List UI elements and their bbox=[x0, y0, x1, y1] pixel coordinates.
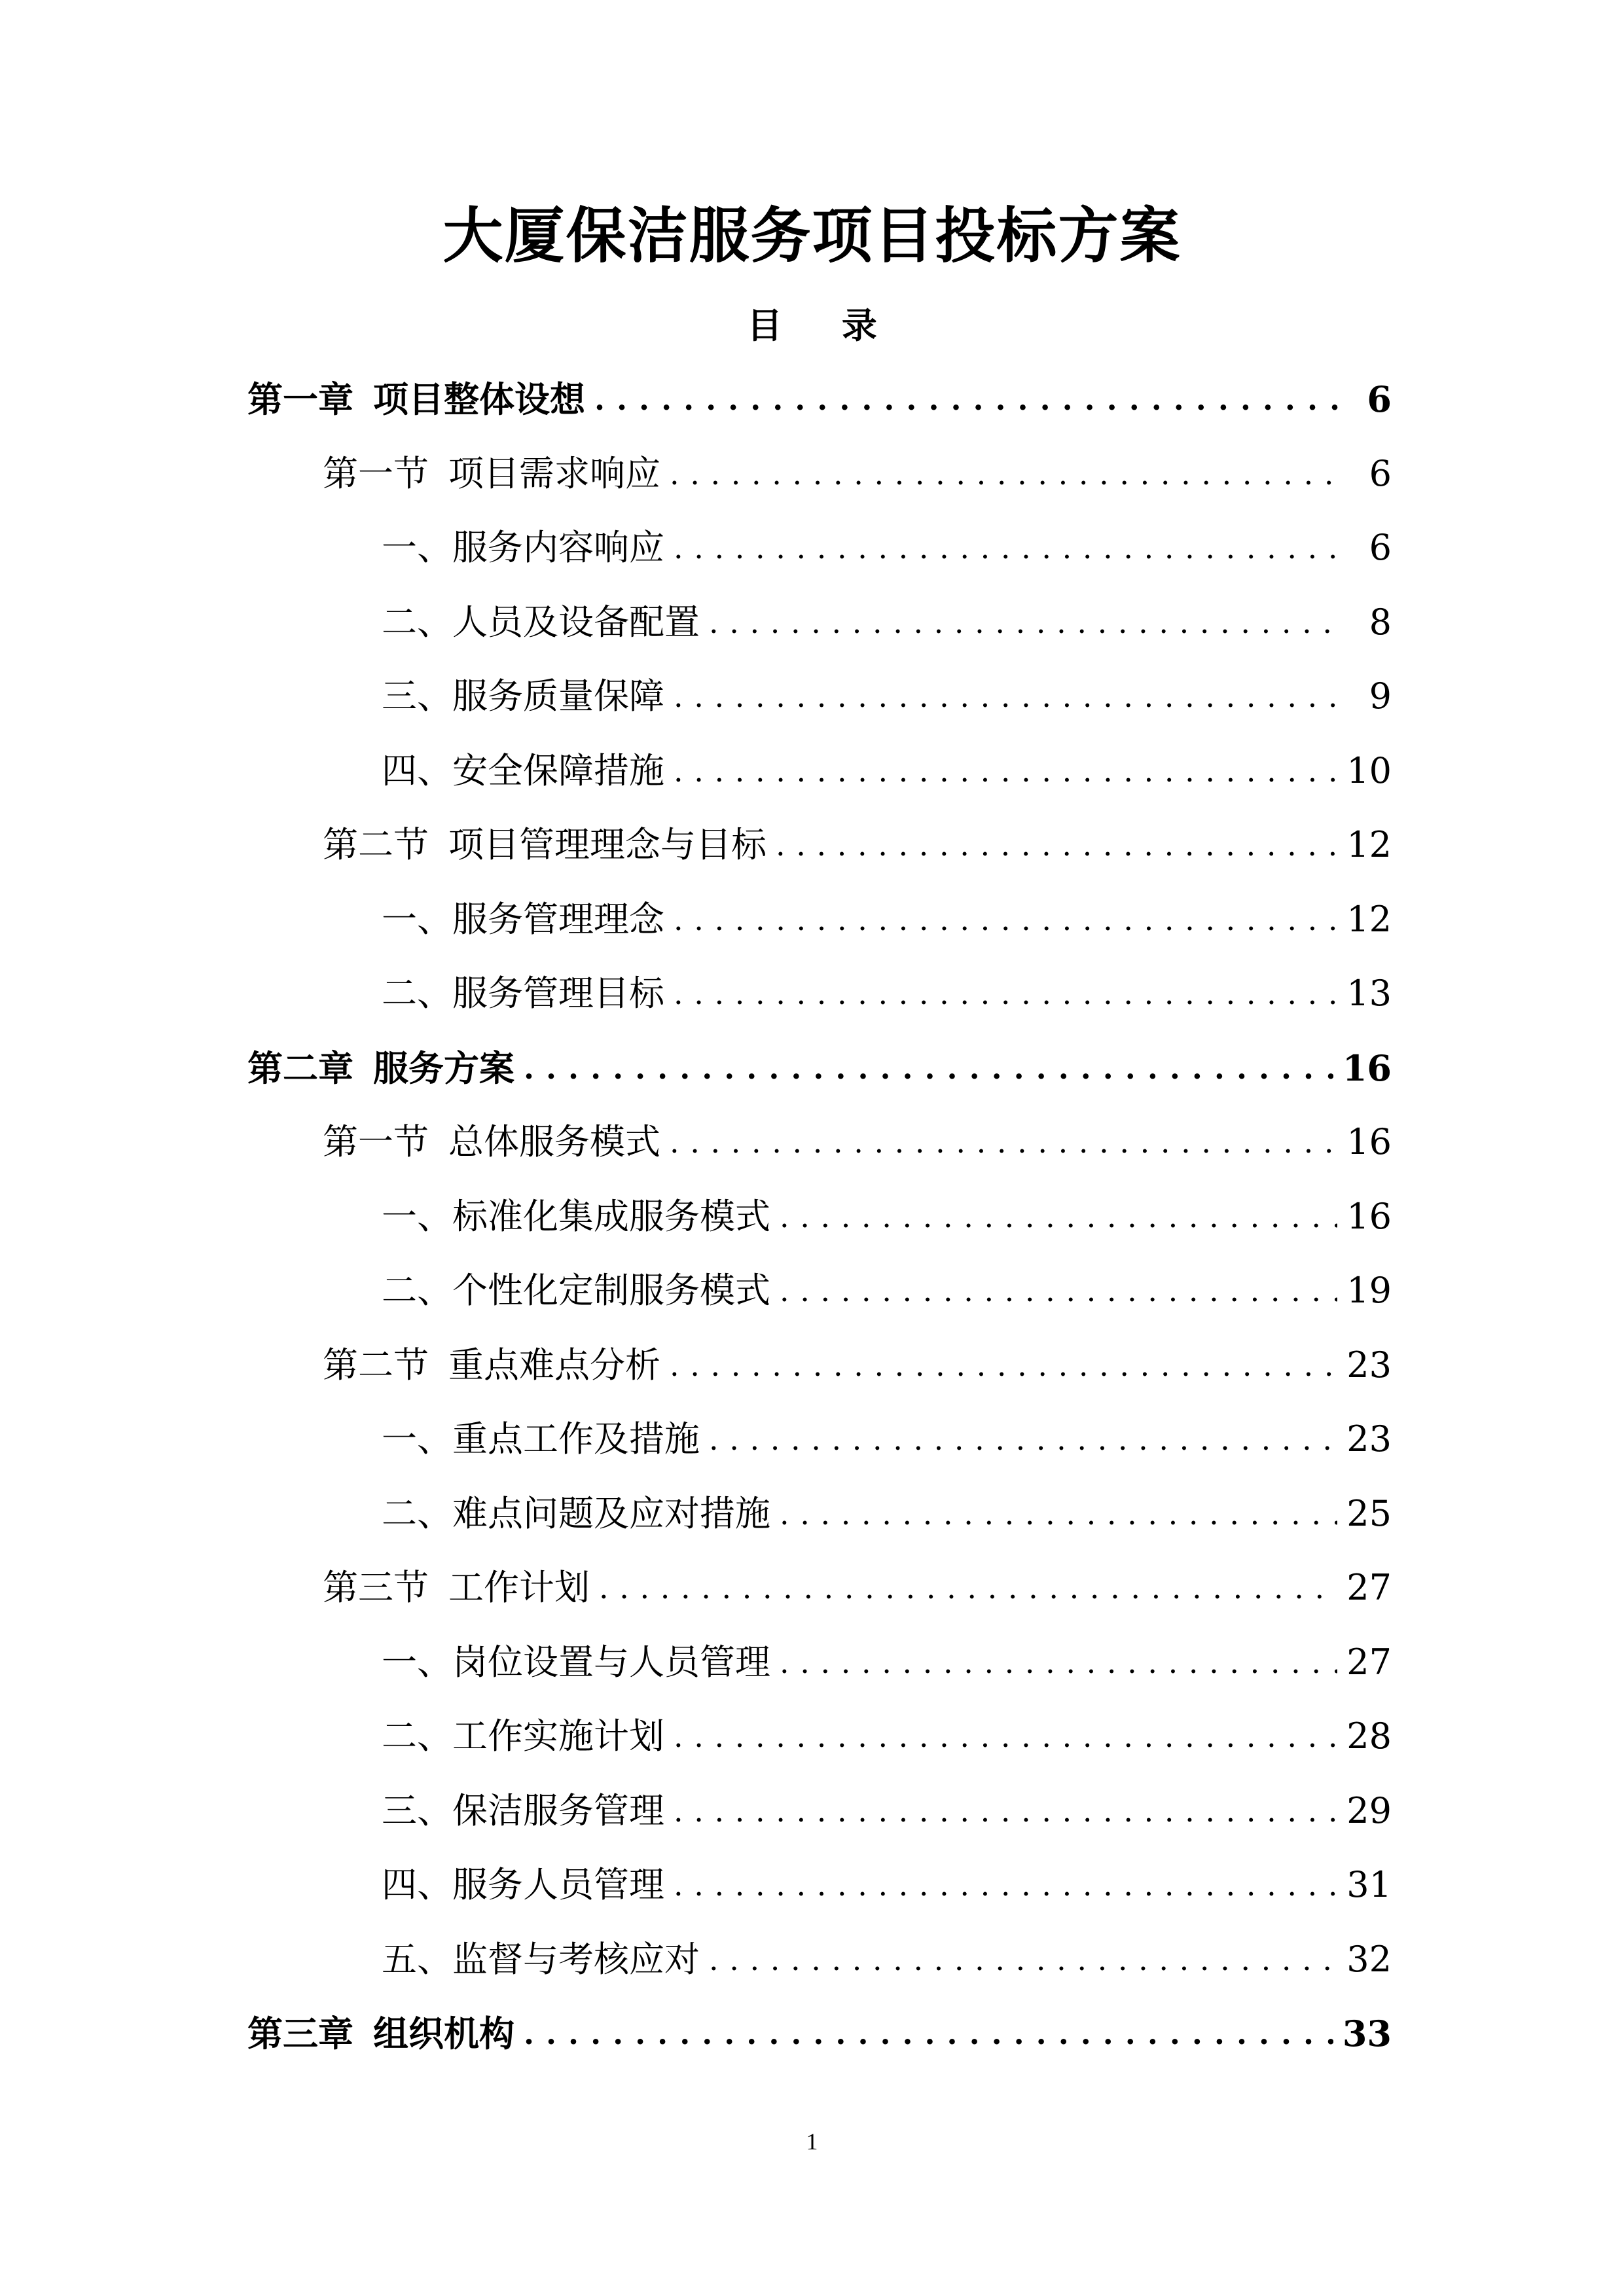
toc-entry-label bbox=[323, 1116, 660, 1168]
toc-entry[interactable] bbox=[323, 819, 1392, 871]
toc-entry-page: 29 bbox=[1346, 1790, 1392, 1831]
toc-dot-leader bbox=[674, 670, 1343, 723]
toc-entry-label bbox=[323, 819, 767, 871]
toc-dot-leader bbox=[670, 1339, 1337, 1391]
toc-entry-title: 三、保洁服务管理 bbox=[382, 1790, 664, 1831]
toc-dot-leader bbox=[780, 1488, 1337, 1540]
toc-entry-label bbox=[382, 1785, 664, 1837]
toc-entry-label bbox=[247, 373, 585, 425]
toc-entry-page: 23 bbox=[1346, 1344, 1392, 1386]
toc-entry-label bbox=[382, 1933, 700, 1986]
toc-entry-title: 一、岗位设置与人员管理 bbox=[382, 1641, 770, 1683]
toc-entry-page: 28 bbox=[1346, 1715, 1392, 1757]
toc-entry-page: 31 bbox=[1346, 1864, 1392, 1905]
toc-entry[interactable] bbox=[323, 448, 1392, 500]
toc-entry-title: 工作计划 bbox=[448, 1567, 590, 1608]
toc-entry-title: 四、服务人员管理 bbox=[382, 1864, 664, 1905]
toc-entry[interactable] bbox=[382, 1265, 1392, 1317]
toc-entry[interactable] bbox=[382, 1859, 1392, 1911]
toc-entry-label bbox=[382, 1191, 770, 1243]
toc-entry-label bbox=[382, 1859, 664, 1911]
toc-entry-title: 三、服务质量保障 bbox=[382, 675, 664, 717]
toc-entry-title: 二、工作实施计划 bbox=[382, 1715, 664, 1757]
toc-entry-label bbox=[382, 1413, 700, 1465]
toc-dot-leader bbox=[709, 1413, 1337, 1465]
toc-entry-page: 10 bbox=[1346, 750, 1392, 791]
toc-entry-label bbox=[382, 522, 664, 574]
toc-dot-leader bbox=[674, 1710, 1337, 1763]
toc-entry-title: 一、重点工作及措施 bbox=[382, 1418, 700, 1460]
toc-dot-leader bbox=[776, 819, 1337, 871]
toc-entry-label bbox=[323, 1562, 590, 1614]
toc-entry-title: 一、标准化集成服务模式 bbox=[382, 1196, 770, 1237]
toc-entry-page: 6 bbox=[1369, 527, 1392, 568]
toc-entry-page: 16 bbox=[1346, 1121, 1392, 1162]
toc-entry[interactable] bbox=[382, 1413, 1392, 1465]
toc-entry-label bbox=[382, 1636, 770, 1689]
toc-entry-label bbox=[382, 1488, 770, 1540]
toc-entry-number: 第一章 bbox=[247, 378, 353, 420]
toc-dot-leader bbox=[670, 448, 1343, 500]
toc-entry-title: 二、人员及设备配置 bbox=[382, 601, 700, 643]
toc-dot-leader bbox=[674, 522, 1343, 574]
toc-entry-label bbox=[382, 745, 664, 797]
toc-entry[interactable] bbox=[382, 670, 1392, 723]
toc-entry-number: 第三章 bbox=[247, 2013, 353, 2054]
toc-entry-title: 项目管理理念与目标 bbox=[448, 824, 767, 865]
toc-entry-page: 25 bbox=[1346, 1493, 1392, 1534]
toc-dot-leader bbox=[674, 1859, 1337, 1911]
toc-entry-page: 32 bbox=[1346, 1939, 1392, 1980]
toc-entry-title: 二、服务管理目标 bbox=[382, 973, 664, 1014]
toc-entry-page: 13 bbox=[1346, 973, 1392, 1014]
toc-entry[interactable] bbox=[382, 1191, 1392, 1243]
toc-entry-title: 二、难点问题及应对措施 bbox=[382, 1493, 770, 1534]
toc-dot-leader bbox=[780, 1191, 1337, 1243]
toc-entry-label bbox=[323, 448, 660, 500]
toc-entry-title: 五、监督与考核应对 bbox=[382, 1939, 700, 1980]
toc-entry[interactable] bbox=[247, 1042, 1392, 1094]
toc-dot-leader bbox=[709, 1933, 1337, 1986]
toc-entry-label bbox=[382, 967, 664, 1020]
toc-entry-label bbox=[382, 596, 700, 649]
toc-dot-leader bbox=[780, 1636, 1337, 1689]
toc-entry-page: 19 bbox=[1346, 1270, 1392, 1311]
toc-entry-number: 第一节 bbox=[323, 453, 429, 494]
toc-entry-label bbox=[382, 1710, 664, 1763]
toc-entry-title: 一、服务内容响应 bbox=[382, 527, 664, 568]
toc-entry-page: 27 bbox=[1346, 1641, 1392, 1683]
toc-dot-leader bbox=[674, 745, 1337, 797]
toc-dot-leader bbox=[674, 967, 1337, 1020]
toc-entry[interactable] bbox=[382, 1710, 1392, 1763]
toc-entry-page: 33 bbox=[1342, 2013, 1392, 2054]
toc-dot-leader bbox=[674, 893, 1337, 946]
toc-entry-title: 组织机构 bbox=[373, 2013, 514, 2054]
toc-entry-number: 第二节 bbox=[323, 824, 429, 865]
page-number: 1 bbox=[806, 2128, 818, 2155]
toc-dot-leader bbox=[599, 1562, 1337, 1614]
toc-entry-title: 总体服务模式 bbox=[448, 1121, 660, 1162]
toc-entry[interactable] bbox=[382, 1933, 1392, 1986]
toc-entry[interactable] bbox=[382, 1785, 1392, 1837]
toc-entry[interactable] bbox=[382, 893, 1392, 946]
toc-entry-label bbox=[382, 893, 664, 946]
toc-entry-page: 16 bbox=[1346, 1196, 1392, 1237]
toc-entry-title: 项目需求响应 bbox=[448, 453, 660, 494]
toc-dot-leader bbox=[780, 1265, 1337, 1317]
toc-entry[interactable] bbox=[382, 1636, 1392, 1689]
toc-entry[interactable] bbox=[247, 373, 1392, 425]
toc-dot-leader bbox=[524, 1042, 1333, 1094]
toc-entry[interactable] bbox=[382, 745, 1392, 797]
document-title: 大厦保洁服务项目投标方案 bbox=[442, 200, 1182, 271]
toc-entry-label bbox=[323, 1339, 660, 1391]
toc-dot-leader bbox=[674, 1785, 1337, 1837]
toc-entry-page: 12 bbox=[1346, 824, 1392, 865]
toc-entry-page: 8 bbox=[1369, 601, 1392, 643]
toc-entry-number: 第二章 bbox=[247, 1047, 353, 1089]
toc-entry-number: 第三节 bbox=[323, 1567, 429, 1608]
toc-heading: 目 录 bbox=[747, 304, 901, 346]
toc-entry-page: 23 bbox=[1346, 1418, 1392, 1460]
toc-entry[interactable] bbox=[323, 1562, 1392, 1614]
toc-dot-leader bbox=[524, 2007, 1333, 2060]
toc-entry-title: 二、个性化定制服务模式 bbox=[382, 1270, 770, 1311]
toc-entry-label bbox=[247, 1042, 514, 1094]
toc-entry[interactable] bbox=[382, 967, 1392, 1020]
toc-dot-leader bbox=[594, 373, 1343, 425]
toc-entry[interactable] bbox=[382, 1488, 1392, 1540]
toc-entry-title: 重点难点分析 bbox=[448, 1344, 660, 1386]
toc-entry-label bbox=[382, 670, 664, 723]
toc-entry[interactable] bbox=[323, 1339, 1392, 1391]
toc-entry-title: 服务方案 bbox=[373, 1047, 514, 1089]
toc-entry-label bbox=[247, 2007, 514, 2060]
toc-entry-page: 9 bbox=[1369, 675, 1392, 717]
toc-entry-page: 27 bbox=[1346, 1567, 1392, 1608]
toc-entry-page: 6 bbox=[1369, 453, 1392, 494]
toc-entry[interactable] bbox=[323, 1116, 1392, 1168]
toc-dot-leader bbox=[670, 1116, 1337, 1168]
toc-entry-number: 第二节 bbox=[323, 1344, 429, 1386]
toc-entry-number: 第一节 bbox=[323, 1121, 429, 1162]
toc-entry-page: 6 bbox=[1367, 378, 1392, 420]
toc-entry-page: 12 bbox=[1346, 899, 1392, 940]
toc-entry[interactable] bbox=[247, 2007, 1392, 2060]
toc-entry-page: 16 bbox=[1342, 1047, 1392, 1089]
toc-entry[interactable] bbox=[382, 596, 1392, 649]
toc-entry-title: 四、安全保障措施 bbox=[382, 750, 664, 791]
toc-entry-label bbox=[382, 1265, 770, 1317]
toc-entry[interactable] bbox=[382, 522, 1392, 574]
toc-entry-title: 一、服务管理理念 bbox=[382, 899, 664, 940]
toc-entry-title: 项目整体设想 bbox=[373, 378, 585, 420]
toc-dot-leader bbox=[709, 596, 1343, 649]
